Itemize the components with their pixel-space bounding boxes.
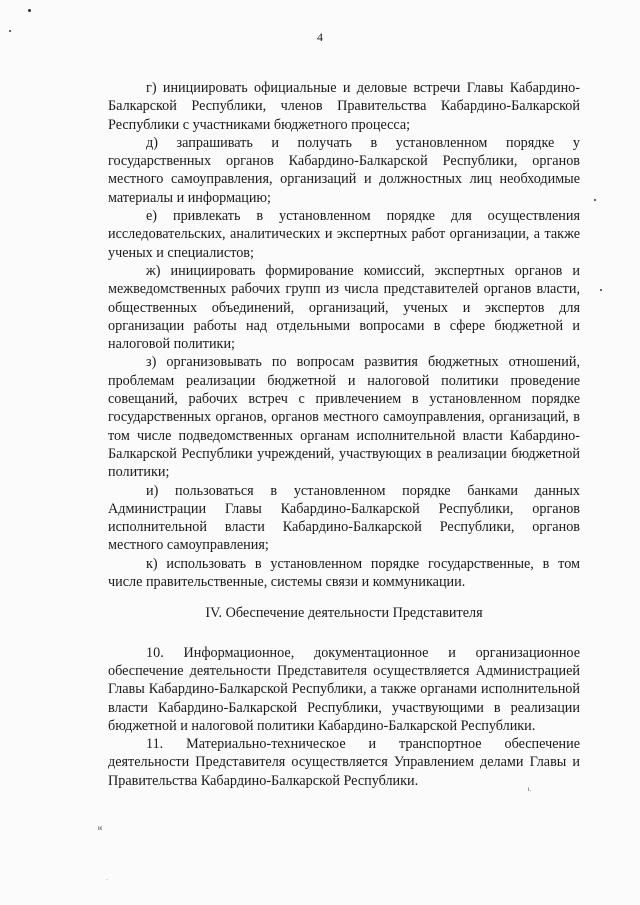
document-body: [108, 79, 580, 790]
clause-zh: ж) инициировать формирование комиссий, экспертных органов и межведомственных рабочих групп из числа представителей органов власти, общественных объединений, организаций, ученых и экспертов для организации работы над отдельными вопросами в сфере бюджетной и налоговой политики;: [108, 262, 580, 353]
clause-d: д) запрашивать и получать в установленном порядке у государственных органов Кабардино-Балкарской Республики, органов местного самоуправления, организаций и должностных лиц необходимые материалы и информацию;: [108, 134, 580, 206]
clause-z: з) организовывать по вопросам развития бюджетных отношений, проблемам реализации бюджетной и налоговой политики проведение совещаний, рабочих встреч с привлечением в установленном порядке государственных органов, органов местного самоуправления, организаций, в том числе подведомственных органам исполнительной власти Кабардино-Балкарской Республики учреждений, участвующих в реализации бюджетной политики;: [108, 354, 580, 481]
scan-speck: [9, 30, 11, 32]
scan-speck: [600, 289, 602, 291]
clause-10: 10. Информационное, документационное и организационное обеспечение деятельности Представителя осуществляется Администрацией Главы Кабардино-Балкарской Республики, а также органами исполнительной власти Кабардино-Балкарской Республики, участвующими в реализации бюджетной и налоговой политики Кабардино-Балкарской Республики.: [108, 644, 580, 734]
scan-mark: ι.: [528, 787, 531, 793]
scan-speck: [594, 199, 596, 201]
scan-speck: [28, 9, 31, 12]
section-heading: IV. Обеспечение деятельности Представителя: [205, 605, 483, 622]
clause-e: е) привлекать в установленном порядке для осуществления исследовательских, аналитических и экспертных работ организации, а также ученых и специалистов;: [108, 208, 580, 261]
clause-i: и) пользоваться в установленном порядке банками данных Администрации Главы Кабардино-Балкарской Республики, органов исполнительной власти Кабардино-Балкарской Республики, органов местного самоуправления;: [108, 482, 580, 554]
page-number: 4: [317, 30, 323, 44]
clause-11: 11. Материально-техническое и транспортное обеспечение деятельности Представителя осуществляется Управлением делами Главы и Правительства Кабардино-Балкарской Республики.: [108, 736, 580, 789]
clause-g: г) инициировать официальные и деловые встречи Главы Кабардино-Балкарской Республики, членов Правительства Кабардино-Балкарской Республики с участниками бюджетного процесса;: [108, 80, 580, 133]
scan-mark: ιк: [98, 826, 102, 832]
scan-mark: ·: [106, 877, 108, 883]
clause-k: к) использовать в установленном порядке государственные, в том числе правительственные, системы связи и коммуникации.: [108, 555, 580, 591]
